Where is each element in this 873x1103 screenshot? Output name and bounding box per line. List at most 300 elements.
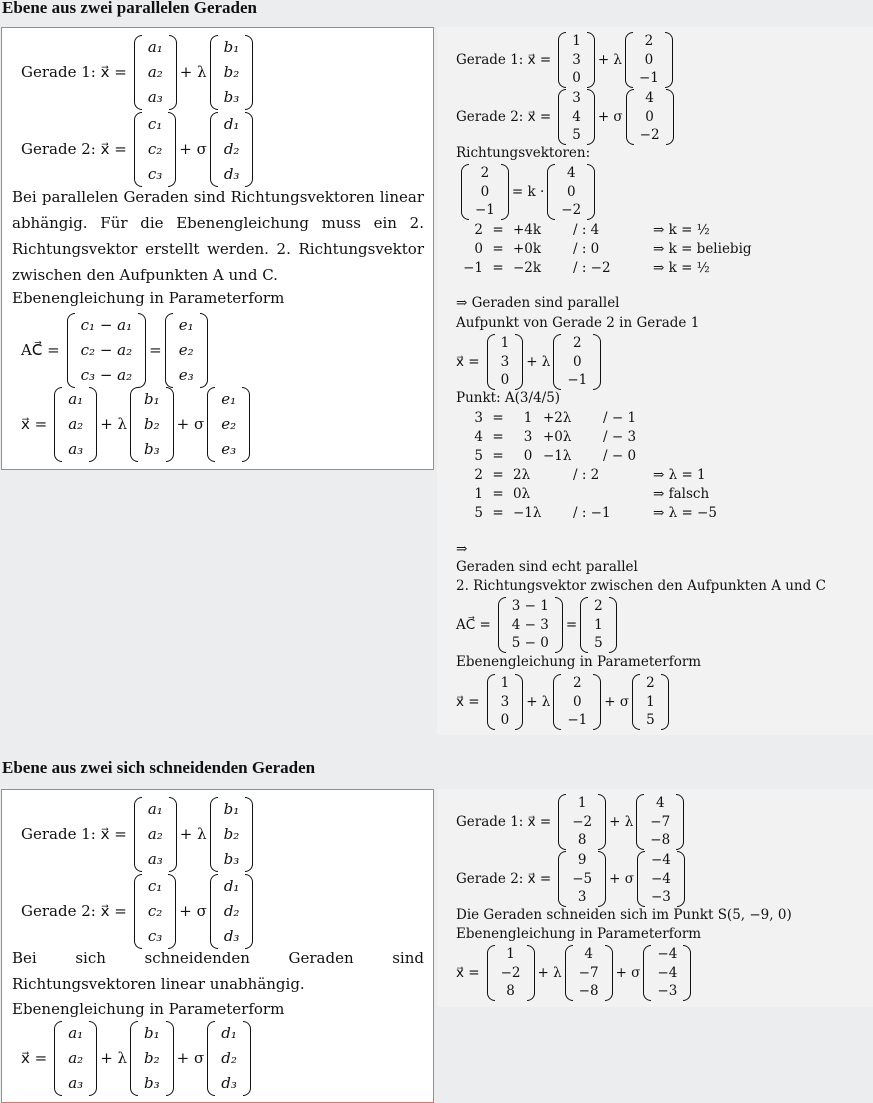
vector-entry: 2 [573,675,582,692]
bracket-left [54,387,62,462]
ex-plane-label: x⃗ = [456,694,480,710]
bracket-right [666,89,674,145]
bracket-right [527,945,535,1001]
theory-box-parallel [1,27,434,470]
vector-entry: e₃ [221,439,237,458]
vector-entry: −5 [572,870,593,887]
bracket-right [587,32,595,88]
operator: + σ [609,871,634,887]
vector-entry: b₃ [223,849,240,868]
bracket-left [632,674,640,730]
equation-row [457,239,763,258]
equation-cell: ⇒ k = beliebig [653,240,752,257]
bracket-left [207,1021,215,1096]
vector-entry: 5 − 0 [511,635,549,652]
vector-entry: b₂ [223,824,240,843]
bracket-right [243,1021,251,1096]
vector-entry: −7 [650,813,671,830]
bracket-left [580,597,588,653]
vector-column [215,387,242,462]
vector-entry: c₁ − a₁ [80,315,133,334]
ap-label: x⃗ = [456,354,480,370]
bracket-left [165,313,173,388]
vector-entry: 0 [573,353,582,370]
bracket-left [558,851,566,907]
vector [130,387,174,462]
equation-row [457,465,763,484]
vector [165,313,208,388]
bracket-right [168,874,176,949]
vector [643,945,691,1001]
vector-entry: 1 [500,335,510,352]
bracket-right [166,1021,174,1096]
vector [54,387,97,462]
vector-entry: c₂ [147,901,163,920]
vector-column [566,89,587,145]
bracket-right [242,387,250,462]
vector-entry: e₁ [221,389,237,408]
equation-cell: 5 [474,504,483,521]
vector [207,387,250,462]
vector [626,89,674,145]
ex-gerade1-label: Gerade 1: x⃗ = [456,52,552,68]
bracket-left [558,32,566,88]
vector-entry: b₃ [144,439,160,458]
vector-column [588,597,609,653]
vector-entry: −4 [650,870,671,887]
operator: + λ [526,694,551,710]
bracket-right [166,387,174,462]
vector-entry: −4 [650,852,671,869]
param-label: Ebenengleichung in Parameterform [12,1000,285,1018]
bracket-right [683,945,691,1001]
bracket-left [487,334,495,390]
operator: = k · [511,184,545,200]
bracket-left [547,164,555,220]
vector [553,334,601,390]
vector-column [215,1021,243,1096]
vector-entry: c₂ − a₂ [80,340,133,359]
bracket-right [587,164,595,220]
vector-column [75,313,138,388]
plane-equation [21,1020,254,1096]
bracket-left [553,334,561,390]
vector-column [495,334,516,390]
bracket-right [245,874,253,949]
vector-column [138,387,166,462]
vector-entry: d₃ [223,926,240,945]
bracket-right [89,387,97,462]
equation-cell: = [492,466,504,483]
bracket-left [54,1021,62,1096]
ex-ac-equation [456,595,620,655]
bracket-right [245,112,253,187]
explanation-text: Bei parallelen Geraden sind Richtungsvektoren linear abhängig. Für die Ebenengleichung muss ein 2. Richtungsvektor erstellt werden. 2. Richtungsvektor zwischen den Aufpunkten A und C. [12,188,424,284]
example-panel-intersecting [437,789,873,1007]
equation-cell: 1 [523,409,533,426]
bracket-left [130,1021,138,1096]
equation-cell: 5 [474,447,483,464]
bracket-left [461,164,469,220]
vector-entry: 0 [500,712,510,729]
plane-label: x⃗ = [21,415,48,433]
vector-entry: b₂ [144,1048,160,1067]
vector-entry: 9 [577,852,587,869]
vector-entry: c₃ [147,926,163,945]
vector-entry: a₁ [147,799,163,818]
vector-entry: a₁ [68,389,84,408]
vector-entry: 1 [594,616,603,633]
operator: + λ [100,1049,128,1067]
bracket-right [515,334,523,390]
equation-cell: −1λ [543,447,572,464]
vector [498,597,563,653]
echt-parallel-text: Geraden sind echt parallel [456,559,638,575]
operator: + σ [597,109,623,125]
vector-entry: 0 [566,183,576,200]
operator: + λ [100,415,128,433]
vector-entry: d₂ [223,901,240,920]
gerade1-label: Gerade 1: x⃗ = [21,63,127,81]
example-panel-parallel [437,27,873,735]
vector [461,164,509,220]
vector-entry: 0 [644,51,654,68]
schnitt-text: Die Geraden schneiden sich im Punkt S(5, −9, 0) [456,907,792,923]
bracket-right [677,851,685,907]
gerade1-equation [21,34,256,110]
vector [210,874,254,949]
equation-cell: 2λ [513,466,531,483]
vector-entry: e₂ [178,340,194,359]
vector [210,112,254,187]
vector-column [634,89,666,145]
equation-cell: ⇒ falsch [653,485,710,502]
equation-cell: = [492,409,504,426]
vector-entry: 2 [646,675,655,692]
equation-cell: 4 [474,428,483,445]
vector-entry: 3 [572,90,581,107]
vector-column [561,674,593,730]
equation-cell: −1 [463,259,483,276]
gerade2-equation [21,873,256,949]
vector-column [138,1021,166,1096]
vector-column [495,945,527,1001]
bracket-left [210,35,218,110]
vector [558,794,606,850]
equation-cell: / − 0 [603,447,637,464]
equation-cell: +0λ [543,428,572,445]
vector-entry: −1 [567,712,588,729]
vector [632,674,669,730]
equation-cell: / : −1 [573,504,611,521]
vector [625,32,673,88]
vector-entry: 2 [594,598,603,615]
vector-entry: 5 [572,127,581,144]
vector-entry: −4 [657,946,678,963]
vector-entry: b₁ [223,37,240,56]
equals: = [565,617,578,633]
vector-entry: 0 [573,693,582,710]
vector-entry: 8 [577,832,587,849]
operator: + σ [176,415,205,433]
bracket-left [643,945,651,1001]
vector-entry: a₃ [68,1073,84,1092]
equation-cell: = [492,240,504,257]
equation-cell: = [492,221,504,238]
vector-entry: c₂ [147,139,163,158]
vector-entry: 4 − 3 [511,616,549,633]
aufpunkt-text: Aufpunkt von Gerade 2 in Gerade 1 [456,315,700,331]
vector-entry: 3 [577,889,587,906]
vector-entry: c₃ [147,164,163,183]
bracket-right [245,35,253,110]
bracket-left [130,387,138,462]
lambda-table-1 [457,408,683,465]
vector [558,851,606,907]
vector-entry: a₂ [68,1048,84,1067]
bracket-right [587,89,595,145]
vector-entry: −8 [650,832,671,849]
operator: + λ [526,354,551,370]
vector-entry: 0 [480,183,490,200]
equation-cell: ⇒ k = ½ [653,221,710,238]
vector-entry: a₃ [68,439,84,458]
vector-entry: 0 [500,372,510,389]
vector-entry: 2 [480,165,490,182]
bracket-left [565,945,573,1001]
bracket-left [210,112,218,187]
vector-entry: d₃ [223,164,240,183]
operator: + σ [604,694,630,710]
vector [565,945,613,1001]
vector-entry: −2 [639,127,660,144]
ex-ac-label: AC⃗ = [456,617,491,633]
operator: + σ [179,140,207,158]
vector [54,1021,97,1096]
plane-equation [21,386,253,462]
vector-column [218,112,246,187]
vector-entry: a₁ [147,37,163,56]
vector [487,945,535,1001]
vector-column [640,674,661,730]
vector [558,32,595,88]
vector [207,1021,251,1096]
ex-gerade2-label: Gerade 2: x⃗ = [456,871,552,887]
bracket-right [138,313,146,388]
vector [134,797,177,872]
lambda-table-2 [457,465,763,522]
vector-entry: d₂ [223,139,240,158]
vector-entry: d₁ [223,876,240,895]
equation-cell: = [492,485,504,502]
arrow-text: ⇒ [456,541,468,557]
vector-entry: a₂ [147,62,163,81]
vector-entry: c₃ − a₂ [80,365,133,384]
k-table [457,220,763,277]
gerade1-equation [21,796,256,872]
vector-entry: 0 [645,108,654,125]
vector-column [555,164,587,220]
ex-gerade1 [456,793,687,851]
vector-entry: 0 [572,70,581,87]
vector-entry: b₂ [144,414,160,433]
bracket-left [207,387,215,462]
vector [558,89,595,145]
ex-param-label: Ebenengleichung in Parameterform [456,654,702,670]
bracket-left [134,112,142,187]
vector-column [218,874,246,949]
vector [210,35,254,110]
vector-entry: −2 [500,964,521,981]
bracket-right [245,797,253,872]
operator: + λ [179,825,207,843]
gerade2-equation [21,111,256,187]
bracket-right [605,945,613,1001]
gerade2-label: Gerade 2: x⃗ = [21,902,127,920]
vector-entry: e₂ [221,414,237,433]
bracket-left [625,32,633,88]
equation-cell: = [492,259,504,276]
vector-entry: 3 [500,353,510,370]
equation-cell: / : 4 [573,221,600,238]
operator: + σ [179,902,207,920]
explanation-text: Bei sich schneidenden Geraden sind Richtungsvektoren linear unabhängig. [12,949,424,993]
vector-column [566,32,587,88]
vector [134,35,177,110]
equation-cell: = [492,447,504,464]
ex-plane-equation [456,672,672,732]
equation-cell: / : 0 [573,240,600,257]
equation-cell: −2k [513,259,542,276]
vector-column [142,112,168,187]
vector-entry: −1 [567,372,588,389]
gerade2-label: Gerade 2: x⃗ = [21,140,127,158]
vector-entry: e₃ [178,365,194,384]
vector-entry: 4 [566,165,576,182]
vector-entry: 1 [577,795,587,812]
vector-entry: 1 [506,946,515,963]
vector-entry: a₂ [147,824,163,843]
vector [134,874,176,949]
bracket-right [665,32,673,88]
equation-cell: −1λ [513,504,542,521]
vector [487,334,524,390]
vector [547,164,595,220]
operator: + λ [597,52,622,68]
equation-cell: 3 [523,428,533,445]
rv-equation [458,163,598,221]
vector-column [173,313,200,388]
bracket-right [169,35,177,110]
vector-entry: 4 [572,108,581,125]
bracket-left [134,874,142,949]
vector-column [633,32,665,88]
equation-cell: ⇒ λ = 1 [653,466,706,483]
vector-entry: −1 [475,202,495,219]
vector-column [566,794,598,850]
vector-entry: −4 [657,964,678,981]
bracket-left [636,794,644,850]
vector-column [566,851,598,907]
punkt-text: Punkt: A(3/4/5) [456,390,561,406]
vector-entry: 4 [655,795,665,812]
equation-cell: / : 2 [573,466,600,483]
ex-plane-label: x⃗ = [456,965,480,981]
bracket-left [134,35,142,110]
vector-entry: −7 [578,964,599,981]
vector-entry: 1 [646,693,655,710]
equation-cell: 1 [474,485,483,502]
operator: + λ [537,965,562,981]
equation-cell: = [492,504,504,521]
vector-entry: 3 − 1 [511,598,549,615]
ex-param-label: Ebenengleichung in Parameterform [456,926,702,942]
bracket-right [593,334,601,390]
vector-column [218,797,246,872]
equation-cell: = [492,428,504,445]
equation-cell: +0k [513,240,542,257]
vector-column [561,334,593,390]
operator: + σ [176,1049,205,1067]
equation-row [457,220,763,239]
vector-entry: 5 [594,635,603,652]
ac-equation [21,312,211,388]
vector-entry: d₁ [221,1023,237,1042]
bracket-right [676,794,684,850]
bracket-left [498,597,506,653]
equation-cell: 2 [474,221,483,238]
vector-entry: 3 [572,51,581,68]
vector-entry: −2 [561,202,582,219]
vector-entry: a₁ [68,1023,84,1042]
equals: = [149,341,162,359]
vector-entry: b₃ [144,1073,160,1092]
rv-label: Richtungsvektoren: [456,145,591,161]
equation-cell: 2 [474,466,483,483]
plane-label: x⃗ = [21,1049,48,1067]
vector-column [62,387,89,462]
bracket-left [558,89,566,145]
vector-entry: b₁ [144,389,160,408]
vector-entry: 1 [572,33,581,50]
bracket-left [553,674,561,730]
vector-column [495,674,516,730]
operator: + σ [615,965,641,981]
vector-entry: c₁ [147,114,163,133]
bracket-left [210,874,218,949]
bracket-right [89,1021,97,1096]
vector [637,851,685,907]
section-title-parallel: Ebene aus zwei parallelen Geraden [2,0,257,17]
equation-cell: / − 1 [603,409,637,426]
equation-cell: 0λ [513,485,531,502]
equation-row [457,503,763,522]
equation-row [457,446,683,465]
equation-cell: +2λ [543,409,572,426]
gerade1-label: Gerade 1: x⃗ = [21,825,127,843]
bracket-right [501,164,509,220]
ex-gerade1 [456,31,676,89]
ex-gerade1-label: Gerade 1: x⃗ = [456,814,552,830]
vector-column [469,164,501,220]
vector-entry: 5 [646,712,655,729]
vector-entry: −3 [657,983,678,1000]
vector-entry: 2 [644,33,654,50]
bracket-left [487,945,495,1001]
vector-entry: −8 [578,983,599,1000]
vector-entry: e₁ [178,315,194,334]
bracket-right [598,851,606,907]
